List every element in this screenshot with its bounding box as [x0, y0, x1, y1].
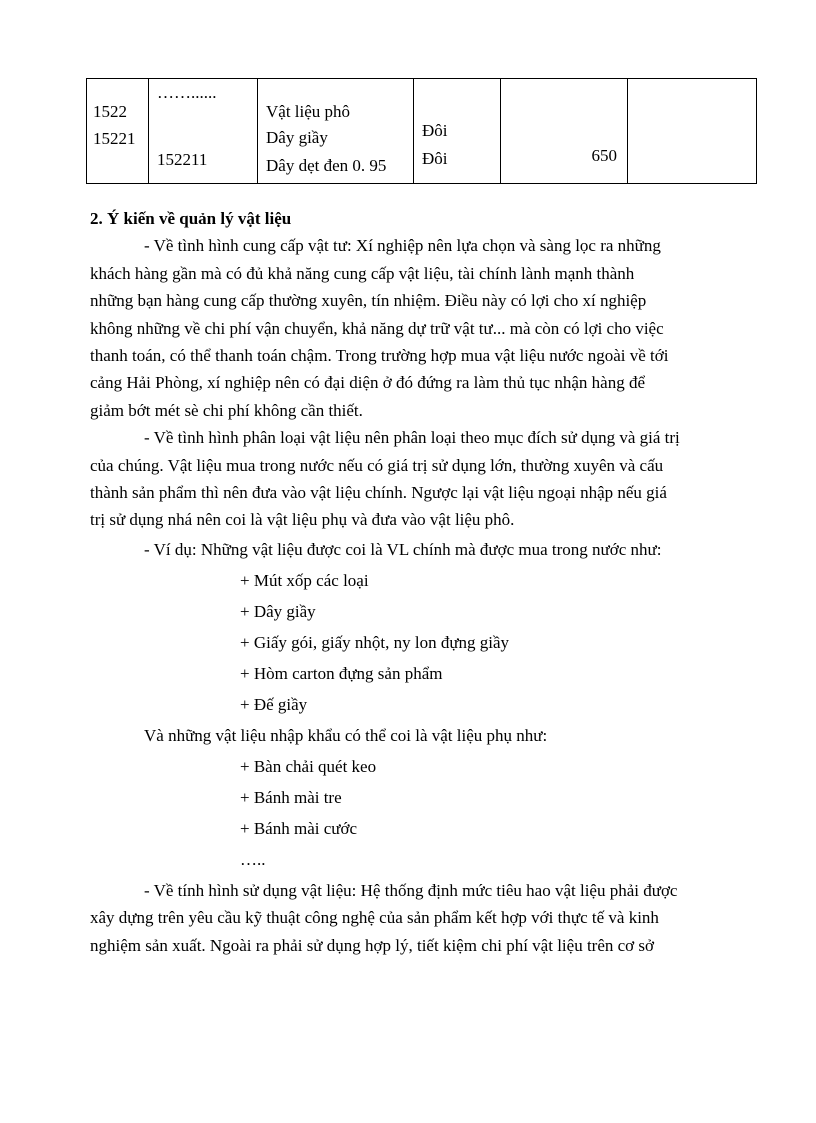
text-line: những bạn hàng cung cấp thường xuyên, tín nhiệm. Điều này có lợi cho xí nghiệp	[90, 291, 647, 311]
example-intro: - Ví dụ: Những vật liệu được coi là VL chính mà được mua trong nước như:	[144, 539, 662, 559]
unit-label: Đôi	[422, 149, 448, 168]
empty-cell	[628, 79, 757, 184]
unit-label: Đôi	[422, 121, 448, 140]
subaccount-cell	[149, 79, 258, 184]
account-cell	[87, 79, 149, 184]
text-line: của chúng. Vật liệu mua trong nước nếu có giá trị sử dụng lớn, thường xuyên và cấu	[90, 455, 664, 475]
table-row	[87, 79, 757, 184]
paragraph-supply	[90, 232, 756, 424]
main-materials-list	[90, 565, 756, 720]
material-name: Dây dẹt đen 0. 95	[266, 156, 387, 175]
materials-table	[86, 78, 757, 184]
list-item: …..	[240, 849, 266, 869]
list-item: + Bánh mài tre	[240, 787, 342, 807]
material-name-cell	[258, 79, 414, 184]
import-intro: Và những vật liệu nhập khẩu có thể coi là vật liệu phụ như:	[144, 725, 548, 745]
import-materials-list	[90, 751, 756, 875]
subaccount-code: 152211	[157, 150, 208, 169]
account-code: 15221	[93, 129, 136, 148]
quantity-cell	[501, 79, 628, 184]
account-code: 1522	[93, 102, 127, 121]
list-item: + Dây giầy	[240, 601, 316, 621]
section-heading: 2. Ý kiến về quản lý vật liệu	[90, 209, 292, 228]
material-name: Dây giầy	[266, 128, 328, 147]
text-line: giảm bớt mét sè chi phí không cần thiết.	[90, 400, 363, 420]
quantity-value: 650	[591, 146, 617, 165]
unit-cell	[414, 79, 501, 184]
list-item: + Mút xốp các loại	[240, 570, 369, 590]
text-line: - Về tính hình sử dụng vật liệu: Hệ thống định mức tiêu hao vật liệu phải được	[144, 880, 678, 900]
list-item: + Đế giầy	[240, 694, 308, 714]
list-item: + Hòm carton đựng sản phẩm	[240, 663, 443, 683]
list-item: + Giấy gói, giấy nhột, ny lon đựng giầy	[240, 632, 510, 652]
text-line: - Về tình hình phân loại vật liệu nên phân loại theo mục đích sử dụng và giá trị	[144, 428, 680, 448]
text-line: không những về chi phí vận chuyển, khả năng dự trữ vật tư... mà còn có lợi cho việc	[90, 318, 664, 338]
text-line: cảng Hải Phòng, xí nghiệp nên có đại diện ở đó đứng ra làm thủ tục nhận hàng để	[90, 373, 645, 393]
text-line: nghiệm sản xuất. Ngoài ra phải sử dụng hợp lý, tiết kiệm chi phí vật liệu trên cơ sở	[90, 935, 655, 955]
list-item: + Bánh mài cước	[240, 818, 358, 838]
material-name: Vật liệu phô	[266, 102, 351, 121]
text-line: thành sản phẩm thì nên đưa vào vật liệu chính. Ngược lại vật liệu ngoại nhập nếu giá	[90, 483, 667, 503]
list-item: + Bàn chải quét keo	[240, 756, 377, 776]
text-line: thanh toán, có thể thanh toán chậm. Trong trường hợp mua vật liệu nước ngoài về tới	[90, 346, 669, 366]
text-line: khách hàng gần mà có đủ khả năng cung cấp vật liệu, tài chính lành mạnh thành	[90, 263, 635, 283]
section-body	[90, 205, 756, 959]
text-line: trị sử dụng nhá nên coi là vật liệu phụ và đưa vào vật liệu phô.	[90, 510, 515, 530]
ellipsis-text: ……......	[157, 83, 217, 102]
text-line: xây dựng trên yêu cầu kỹ thuật công nghệ của sản phẩm kết hợp với thực tế và kinh	[90, 908, 659, 928]
text-line: - Về tình hình cung cấp vật tư: Xí nghiệp nên lựa chọn và sàng lọc ra những	[144, 236, 661, 256]
paragraph-classification	[90, 424, 756, 534]
paragraph-usage	[90, 877, 756, 959]
